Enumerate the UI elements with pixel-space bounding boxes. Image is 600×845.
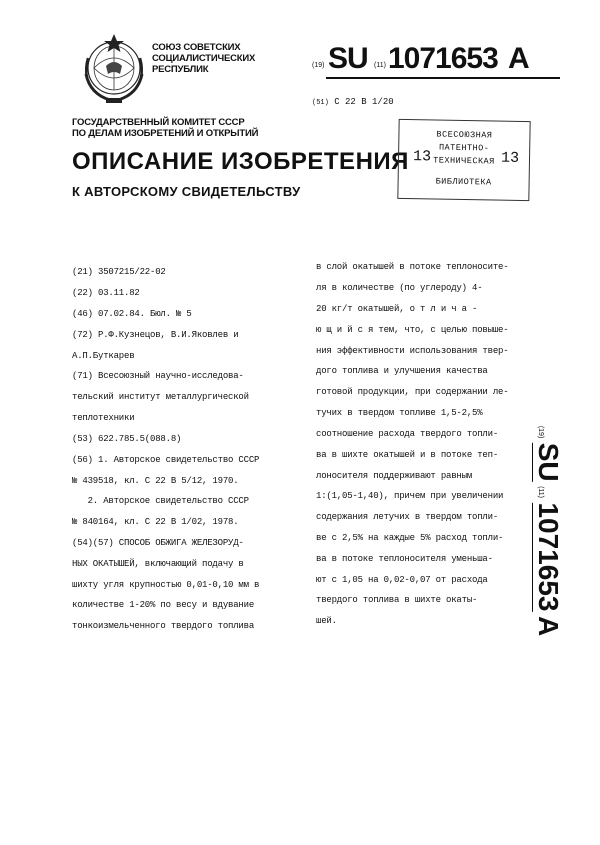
text-line: НЫХ ОКАТЫШЕЙ, включающий подачу в — [72, 558, 244, 569]
text-line: (56) 1. Авторское свидетельство СССР — [72, 454, 260, 465]
side-code-19: (19) — [537, 425, 544, 439]
text-line: в слой окатышей в потоке теплоносите- — [316, 262, 509, 273]
patent-number-block — [312, 42, 582, 82]
stamp-line: ТЕХНИЧЕСКАЯ — [433, 155, 495, 167]
text-line: (54)(57) СПОСОБ ОБЖИГА ЖЕЛЕЗОРУД- — [72, 537, 244, 548]
text-line: ния эффективности использования твер- — [316, 345, 509, 356]
text-line: (72) Р.Ф.Кузнецов, В.И.Яковлев и — [72, 329, 239, 340]
text-line: 1:(1,05-1,40), причем при увеличении — [316, 491, 504, 502]
class-code: (51) — [312, 99, 329, 107]
committee-line: ГОСУДАРСТВЕННЫЙ КОМИТЕТ СССР — [72, 117, 245, 128]
document-subtitle: К АВТОРСКОМУ СВИДЕТЕЛЬСТВУ — [72, 184, 301, 199]
text-line: дого топлива и улучшения качества — [316, 366, 488, 377]
text-line: ют с 1,05 на 0,02-0,07 от расхода — [316, 574, 488, 585]
text-line: (22) 03.11.82 — [72, 288, 140, 299]
patent-number: 1071653 — [388, 42, 498, 75]
text-line: А.П.Буткарев — [72, 350, 135, 361]
side-patent-number-text: 1071653 — [533, 502, 564, 612]
text-line: теплотехники — [72, 413, 135, 424]
stamp-line: БИБЛИОТЕКА — [435, 176, 492, 188]
side-country-code: SU — [533, 442, 564, 482]
text-line: шихту угля крупностью 0,01-0,10 мм в — [72, 579, 260, 590]
side-kind: A — [533, 615, 564, 637]
stamp-line: ВСЕСОЮЗНАЯ — [436, 129, 493, 141]
document-title: ОПИСАНИЕ ИЗОБРЕТЕНИЯ — [72, 148, 409, 175]
country-code: SU — [328, 42, 368, 75]
text-line: 20 кг/т окатышей, о т л и ч а - — [316, 304, 478, 315]
code-11: (11) — [374, 62, 386, 69]
text-line: тучих в твердом топливе 1,5-2,5% — [316, 408, 483, 419]
patent-kind: A — [508, 42, 529, 75]
text-line: готовой продукции, при содержании ле- — [316, 387, 509, 398]
union-line: СОЮЗ СОВЕТСКИХ — [152, 42, 241, 53]
union-line: РЕСПУБЛИК — [152, 64, 209, 75]
committee-line: ПО ДЕЛАМ ИЗОБРЕТЕНИЙ И ОТКРЫТИЙ — [72, 128, 259, 139]
stamp-line: ПАТЕНТНО- — [438, 142, 490, 154]
ipc-line — [312, 97, 394, 107]
ussr-emblem-icon — [80, 28, 148, 106]
text-line: содержания летучих в твердом топли- — [316, 512, 499, 523]
committee — [72, 117, 258, 139]
union-caption — [152, 42, 255, 75]
text-line: (71) Всесоюзный научно-исследова- — [72, 371, 244, 382]
text-line: 2. Авторское свидетельство СССР — [72, 496, 249, 507]
text-line: (53) 622.785.5(088.8) — [72, 433, 182, 444]
text-line: соотношение расхода твердого топли- — [316, 428, 499, 439]
claim-column — [316, 252, 508, 637]
ipc-class: С 22 В 1/20 — [334, 97, 394, 107]
side-patent-number — [530, 400, 566, 662]
text-line: ва в потоке теплоносителя уменьша- — [316, 553, 493, 564]
text-line: количестве 1-20% по весу и вдувание — [72, 600, 255, 611]
bibliographic-column — [72, 257, 259, 642]
text-line: (46) 07.02.84. Бюл. № 5 — [72, 309, 192, 320]
text-line: тонкоизмельченного твердого топлива — [72, 621, 255, 632]
stamp-number-right: 13 — [500, 149, 520, 167]
text-line: ва в шихте окатышей и в потоке теп- — [316, 449, 499, 460]
text-line: ве с 2,5% на каждые 5% расход топли- — [316, 532, 504, 543]
text-line: лоносителя поддерживают равным — [316, 470, 473, 481]
union-line: СОЦИАЛИСТИЧЕСКИХ — [152, 53, 256, 64]
text-line: ля в количестве (по углероду) 4- — [316, 283, 483, 294]
stamp-number-left: 13 — [412, 148, 432, 166]
code-19: (19) — [312, 62, 325, 69]
underline — [384, 77, 560, 79]
text-line: № 840164, кл. С 22 В 1/02, 1978. — [72, 517, 239, 528]
text-line: шей. — [316, 616, 337, 627]
text-line: ю щ и й с я тем, что, с целью повыше- — [316, 324, 509, 335]
text-line: № 439518, кл. С 22 В 5/12, 1970. — [72, 475, 239, 486]
text-line: твердого топлива в шихте окаты- — [316, 595, 478, 606]
text-line: (21) 3507215/22-02 — [72, 267, 166, 278]
text-line: тельский институт металлургической — [72, 392, 249, 403]
side-code-11: (11) — [537, 486, 544, 499]
library-stamp — [397, 119, 530, 201]
